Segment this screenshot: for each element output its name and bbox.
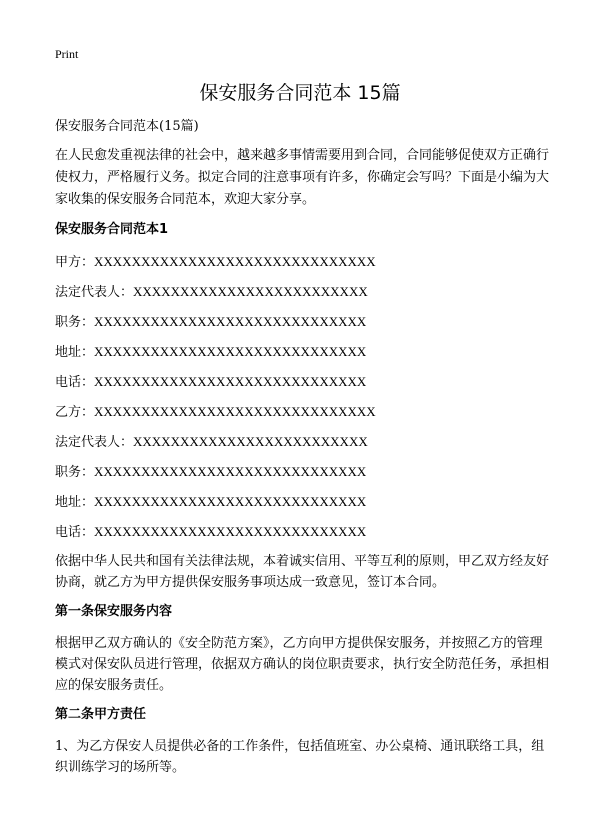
- preamble-paragraph: 依据中华人民共和国有关法律法规，本着诚实信用、平等互利的原则，甲乙双方经友好协商，就乙方为甲方提供保安服务事项达成一致意见，签订本合同。: [55, 554, 550, 590]
- field-label: 地址：: [55, 495, 95, 510]
- field-label: 乙方：: [55, 405, 95, 420]
- field-value: XXXXXXXXXXXXXXXXXXXXXXXXX: [133, 284, 368, 299]
- field-label: 甲方：: [55, 255, 95, 270]
- article-heading: 第二条甲方责任: [55, 707, 147, 722]
- article-paragraph: 根据甲乙双方确认的《安全防范方案》，乙方向甲方提供保安服务，并按照乙方的管理模式对保安队员进行管理，依据双方确认的岗位职责要求，执行安全防范任务，承担相应的保安服务责任。: [55, 636, 550, 693]
- party-fields: [55, 251, 555, 551]
- field-legal-rep-b: [55, 431, 555, 461]
- field-value: XXXXXXXXXXXXXXXXXXXXXXXXXXXXX: [94, 494, 367, 509]
- field-label: 电话：: [55, 375, 95, 390]
- field-legal-rep-a: [55, 281, 555, 311]
- field-label: 电话：: [55, 525, 95, 540]
- print-link[interactable]: Print: [55, 47, 79, 61]
- field-position-a: [55, 311, 555, 341]
- article-paragraph: 1、为乙方保安人员提供必备的工作条件，包括值班室、办公桌椅、通讯联络工具，组织训练学习的场所等。: [55, 739, 545, 775]
- field-party-b: [55, 401, 555, 431]
- field-value: XXXXXXXXXXXXXXXXXXXXXXXXXXXXX: [94, 374, 367, 389]
- document-subtitle: 保安服务合同范本(15篇): [55, 119, 199, 134]
- article-heading: 第一条保安服务内容: [55, 604, 173, 619]
- field-label: 职务：: [55, 465, 95, 480]
- field-address-a: [55, 341, 555, 371]
- intro-paragraph: 在人民愈发重视法律的社会中，越来越多事情需要用到合同，合同能够促使双方正确行使权力，严格履行义务。拟定合同的注意事项有许多，你确定会写吗？下面是小编为大家收集的保安服务合同范本，欢迎大家分享。: [55, 148, 550, 207]
- field-value: XXXXXXXXXXXXXXXXXXXXXXXXXXXXX: [94, 524, 367, 539]
- field-phone-b: [55, 521, 555, 551]
- field-value: XXXXXXXXXXXXXXXXXXXXXXXXXXXXX: [94, 344, 367, 359]
- document-body: [55, 117, 555, 787]
- field-position-b: [55, 461, 555, 491]
- document-title: 保安服务合同范本 15篇: [199, 82, 401, 104]
- field-label: 法定代表人：: [55, 285, 134, 300]
- field-label: 地址：: [55, 345, 95, 360]
- field-value: XXXXXXXXXXXXXXXXXXXXXXXXX: [133, 434, 368, 449]
- field-value: XXXXXXXXXXXXXXXXXXXXXXXXXXXXXX: [94, 254, 376, 269]
- section-heading: 保安服务合同范本1: [55, 222, 169, 237]
- field-phone-a: [55, 371, 555, 401]
- field-value: XXXXXXXXXXXXXXXXXXXXXXXXXXXXXX: [94, 404, 376, 419]
- field-address-b: [55, 491, 555, 521]
- field-label: 法定代表人：: [55, 435, 134, 450]
- field-value: XXXXXXXXXXXXXXXXXXXXXXXXXXXXX: [94, 464, 367, 479]
- field-party-a: [55, 251, 555, 281]
- field-label: 职务：: [55, 315, 95, 330]
- field-value: XXXXXXXXXXXXXXXXXXXXXXXXXXXXX: [94, 314, 367, 329]
